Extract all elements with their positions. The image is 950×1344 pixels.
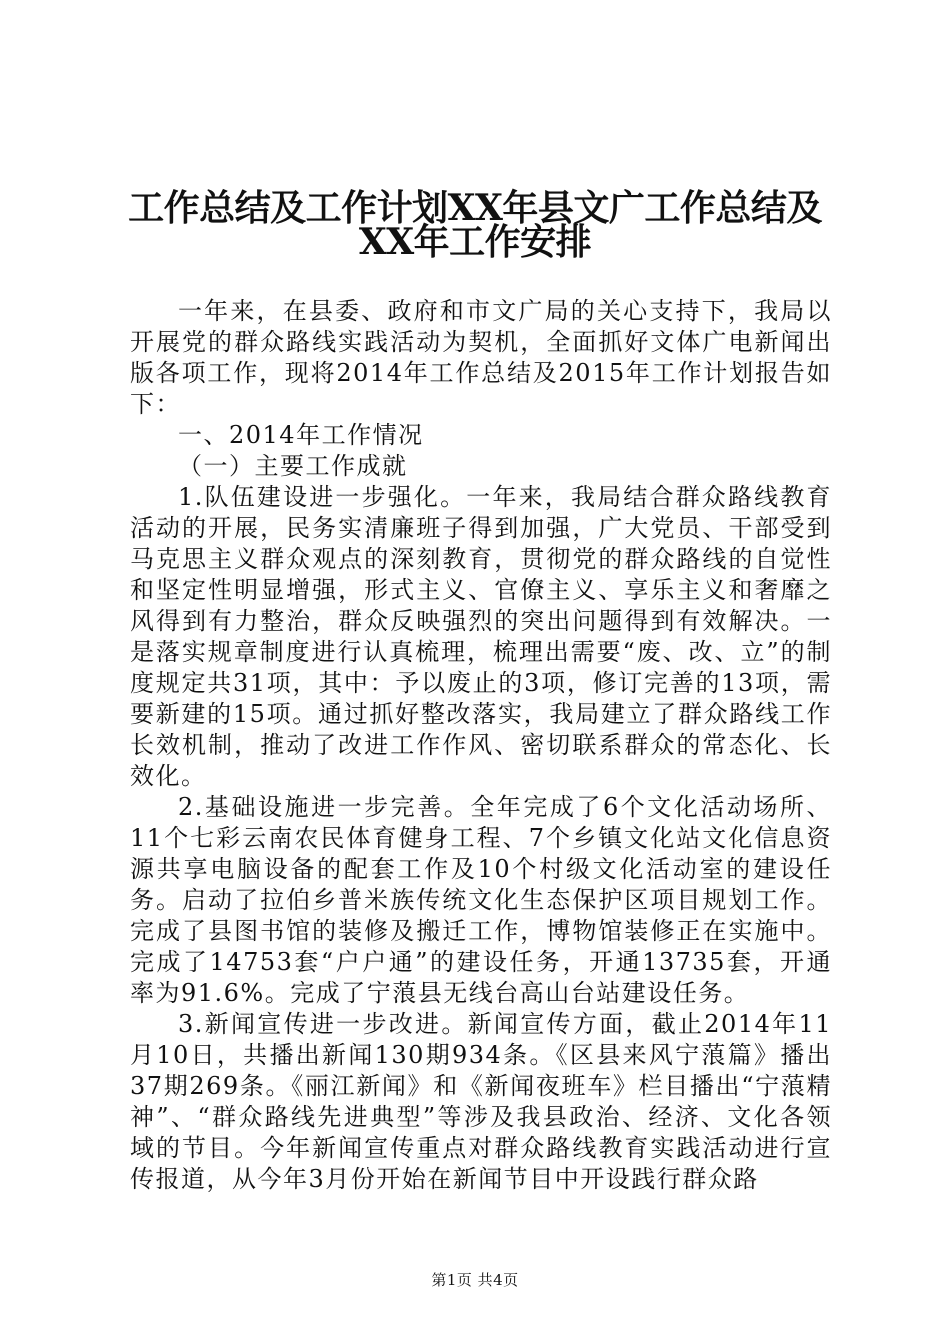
paragraph-item-1: 1.队伍建设进一步强化。一年来，我局结合群众路线教育活动的开展，民务实清廉班子得到加强，广大党员、干部受到马克思主义群众观点的深刻教育，贯彻党的群众路线的自觉性和坚定性明显增强，形式主义、官僚主义、享乐主义和奢靡之风得到有力整治，群众反映强烈的突出问题得到有效解决。一是落实规章制度进行认真梳理，梳理出需要“废、改、立”的制度规定共31项，其中：予以废止的3项，修订完善的13项，需要新建的15项。通过抓好整改落实，我局建立了群众路线工作长效机制，推动了改进工作作风、密切联系群众的常态化、长效化。 (130, 483, 832, 790)
paragraph-intro: 一年来，在县委、政府和市文广局的关心支持下，我局以开展党的群众路线实践活动为契机，全面抓好文体广电新闻出版各项工作，现将2014年工作总结及2015年工作计划报告如下： (130, 297, 832, 418)
document-title-line-1: 工作总结及工作计划XX年县文广工作总结及 (128, 187, 822, 229)
document-body (130, 296, 832, 1195)
page-footer: 第1页 共4页 (431, 1271, 519, 1289)
paragraph-item-2: 2.基础设施进一步完善。全年完成了6个文化活动场所、11个七彩云南农民体育健身工程、7个乡镇文化站文化信息资源共享电脑设备的配套工作及10个村级文化活动室的建设任务。启动了拉伯乡普米族传统文化生态保护区项目规划工作。完成了县图书馆的装修及搬迁工作，博物馆装修正在实施中。完成了14753套“户户通”的建设任务，开通13735套，开通率为91.6%。完成了宁蒗县无线台高山台站建设任务。 (130, 793, 832, 1007)
section-heading: 一、2014年工作情况 (178, 421, 424, 449)
subsection-heading: （一）主要工作成就 (178, 452, 408, 480)
paragraph-item-3: 3.新闻宣传进一步改进。新闻宣传方面，截止2014年11月10日，共播出新闻130期934条。《区县来风宁蒗篇》播出37期269条。《丽江新闻》和《新闻夜班车》栏目播出“宁蒗精神”、“群众路线先进典型”等涉及我县政治、经济、文化各领域的节目。今年新闻宣传重点对群众路线教育实践活动进行宣传报道，从今年3月份开始在新闻节目中开设践行群众路 (130, 1010, 832, 1193)
document-title-line-2: XX年工作安排 (358, 221, 592, 263)
